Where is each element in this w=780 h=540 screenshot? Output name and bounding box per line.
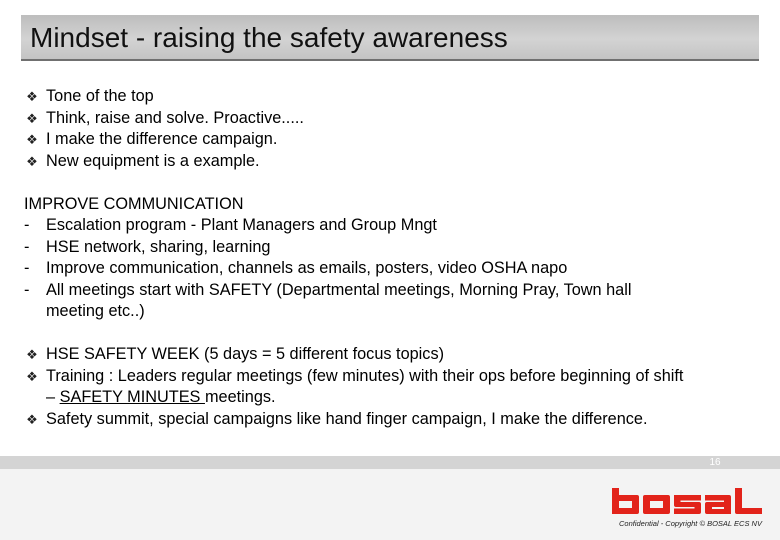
diamond-bullet-icon: ❖ bbox=[26, 89, 38, 104]
diamond-bullet-icon: ❖ bbox=[26, 411, 38, 427]
footer-band bbox=[0, 456, 780, 469]
spacer bbox=[24, 323, 764, 345]
list-item: ❖ Training : Leaders regular meetings (few minutes) with their ops before beginning of shift bbox=[24, 366, 764, 388]
diamond-bullet-icon: ❖ bbox=[26, 132, 38, 147]
list-item: - Improve communication, channels as emails, posters, video OSHA napo bbox=[24, 258, 764, 280]
diamond-bullet-icon: ❖ bbox=[26, 368, 38, 384]
communication-section bbox=[24, 194, 764, 323]
slide-title: Mindset - raising the safety awareness bbox=[30, 22, 508, 53]
dash-bullet: - bbox=[24, 216, 30, 234]
list-item-continuation: – SAFETY MINUTES meetings. bbox=[46, 388, 276, 406]
list-item: - All meetings start with SAFETY (Departmental meetings, Morning Pray, Town hall bbox=[24, 280, 764, 302]
diamond-bullet-icon: ❖ bbox=[26, 347, 38, 362]
bosal-logo bbox=[612, 488, 762, 514]
bullet-list-actions bbox=[24, 344, 764, 430]
bullet-list-intro bbox=[24, 86, 764, 172]
slide-body bbox=[24, 86, 764, 430]
list-item: ❖ Safety summit, special campaigns like hand finger campaign, I make the difference. bbox=[24, 409, 764, 431]
list-item: ❖ Tone of the top bbox=[24, 86, 764, 108]
diamond-bullet-icon: ❖ bbox=[26, 110, 38, 126]
section-heading: IMPROVE COMMUNICATION bbox=[24, 194, 244, 213]
list-item: ❖ HSE SAFETY WEEK (5 days = 5 different focus topics) bbox=[24, 344, 764, 366]
dash-bullet: - bbox=[24, 280, 30, 299]
spacer bbox=[24, 172, 764, 194]
list-item: ❖ New equipment is a example. bbox=[24, 151, 764, 173]
page-number: 16 bbox=[709, 457, 721, 468]
slide-title-bar bbox=[21, 15, 759, 61]
dash-bullet: - bbox=[24, 237, 30, 256]
list-item: - Escalation program - Plant Managers and Group Mngt bbox=[24, 215, 764, 237]
diamond-bullet-icon: ❖ bbox=[26, 153, 38, 169]
dash-bullet: - bbox=[24, 259, 30, 277]
confidential-notice: Confidential - Copyright © BOSAL ECS NV bbox=[619, 519, 762, 528]
list-item-continuation: meeting etc..) bbox=[46, 302, 145, 320]
list-item: ❖ Think, raise and solve. Proactive..... bbox=[24, 108, 764, 130]
list-item: ❖ I make the difference campaign. bbox=[24, 129, 764, 151]
safety-minutes-emphasis: SAFETY MINUTES bbox=[59, 388, 205, 406]
list-item: - HSE network, sharing, learning bbox=[24, 237, 764, 259]
